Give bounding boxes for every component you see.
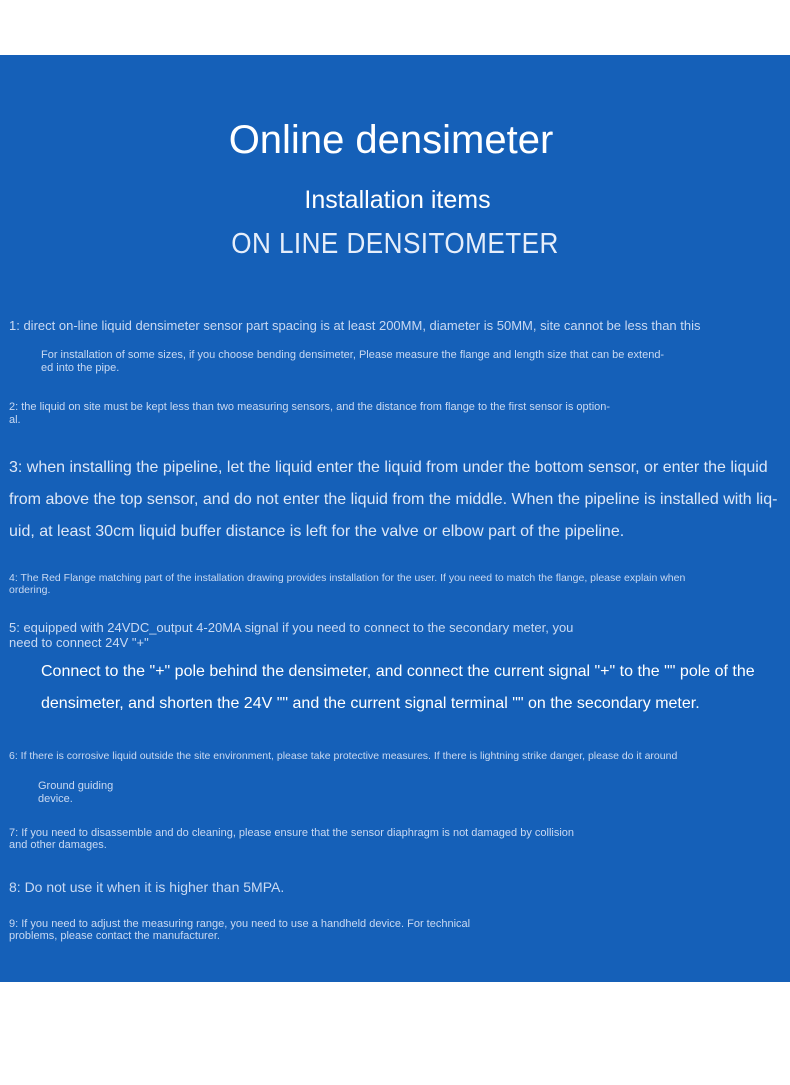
item-5-line-1: 5: equipped with 24VDC_output 4-20MA signal if you need to connect to the secondary meter, you bbox=[9, 620, 574, 635]
item-6-text: 6: If there is corrosive liquid outside the site environment, please take protective measures. If there is lightning strike danger, please do it around bbox=[9, 750, 678, 762]
item-5-note-line-2: densimeter, and shorten the 24V "" and the current signal terminal "" on the secondary meter. bbox=[41, 695, 700, 712]
page-subtitle: Installation items bbox=[304, 186, 491, 214]
item-6-note-line-2: device. bbox=[38, 793, 73, 805]
item-1-note-line-1: For installation of some sizes, if you choose bending densimeter, Please measure the flange and length size that can be extend- bbox=[41, 349, 665, 361]
page-title: Online densimeter bbox=[228, 118, 554, 162]
item-2-line-2: al. bbox=[9, 414, 21, 426]
item-5-note-line-1: Connect to the "+" pole behind the densimeter, and connect the current signal "+" to the "" pole of the bbox=[41, 663, 755, 680]
item-8-text: 8: Do not use it when it is higher than 5MPA. bbox=[9, 879, 285, 895]
item-7-line-1: 7: If you need to disassemble and do cleaning, please ensure that the sensor diaphragm is not damaged by collision bbox=[9, 827, 575, 839]
instructions-panel bbox=[0, 55, 790, 982]
item-7-line-2: and other damages. bbox=[9, 839, 107, 851]
item-3-line-3: uid, at least 30cm liquid buffer distance is left for the valve or elbow part of the pipeline. bbox=[9, 523, 625, 540]
english-title: ON LINE DENSITOMETER bbox=[231, 228, 559, 260]
item-9-line-1: 9: If you need to adjust the measuring range, you need to use a handheld device. For technical bbox=[9, 918, 471, 930]
item-4-line-1: 4: The Red Flange matching part of the installation drawing provides installation for the user. If you need to match the flange, please explain when bbox=[9, 572, 686, 584]
item-5-line-2: need to connect 24V "+" bbox=[9, 635, 149, 650]
item-3-line-1: 3: when installing the pipeline, let the liquid enter the liquid from under the bottom sensor, or enter the liquid bbox=[9, 459, 768, 476]
item-4-line-2: ordering. bbox=[9, 584, 51, 596]
item-9-line-2: problems, please contact the manufacturer. bbox=[9, 930, 220, 942]
item-2-line-1: 2: the liquid on site must be kept less than two measuring sensors, and the distance from flange to the first sensor is option- bbox=[9, 401, 611, 413]
item-6-note-line-1: Ground guiding bbox=[38, 780, 114, 792]
item-1-text: 1: direct on-line liquid densimeter sensor part spacing is at least 200MM, diameter is 50MM, site cannot be less than this bbox=[9, 318, 701, 333]
item-3-line-2: from above the top sensor, and do not enter the liquid from the middle. When the pipeline is installed with liq- bbox=[9, 491, 778, 508]
item-1-note-line-2: ed into the pipe. bbox=[41, 362, 120, 374]
